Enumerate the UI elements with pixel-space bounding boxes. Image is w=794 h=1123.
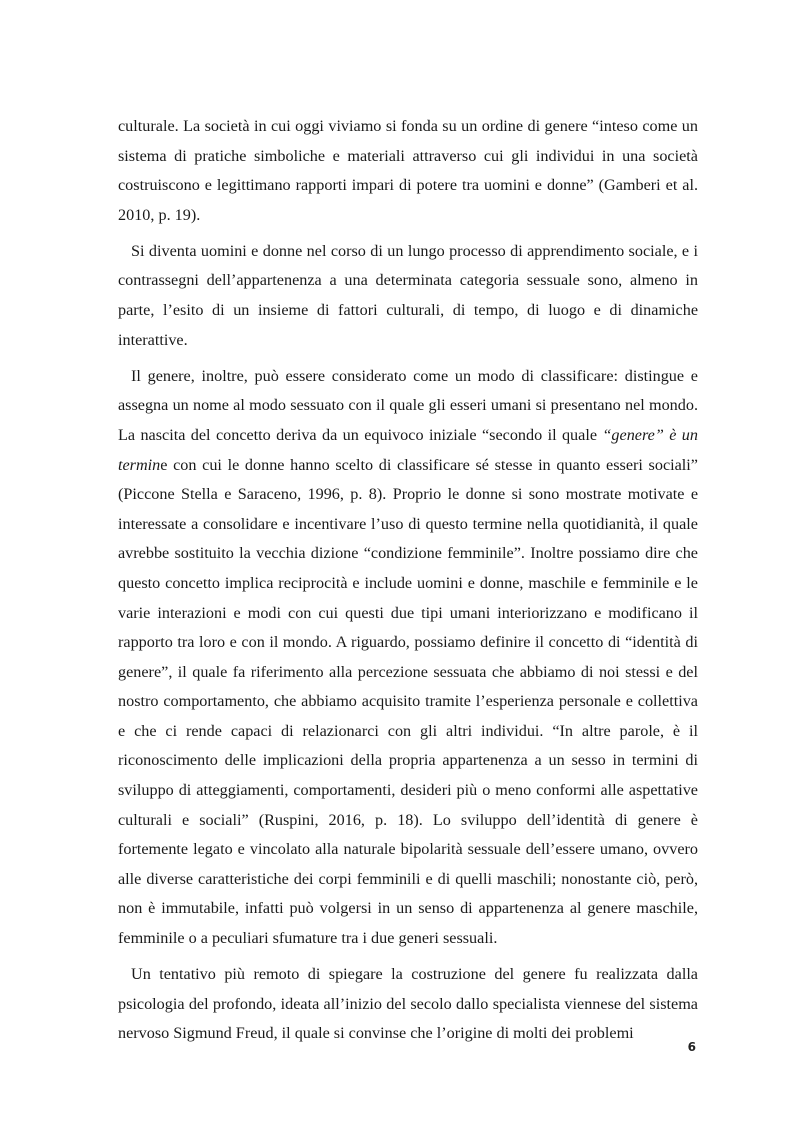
- paragraph-text: Si diventa uomini e donne nel corso di un lungo processo di apprendimento sociale, e i contrassegni dell’appartenenza a una determinata categoria sessuale sono, almeno in parte, l’esito di un insieme di fattori culturali, di tempo, di luogo e di dinamiche interattive.: [118, 241, 698, 349]
- paragraph-text: culturale. La società in cui oggi viviamo si fonda su un ordine di genere “inteso come un sistema di pratiche simboliche e materiali attraverso cui gli individui in una società costruiscono e legittimano rapporti impari di potere tra uomini e donne” (Gamberi et al. 2010, p. 19).: [118, 117, 698, 224]
- paragraph-text: e con cui le donne hanno scelto di classificare sé stesse in quanto esseri sociali” (Piccone Stella e Saraceno, 1996, p. 8). Proprio le donne si sono mostrate motivate e interessate a consolidare e incentivare l’uso di questo termine nella quotidianità, il quale avrebbe sostituito la vecchia dizione “condizione femminile”. Inoltre possiamo dire che questo concetto implica reciprocità e include uomini e donne, maschile e femminile e le varie interazioni e modi con cui questi due tipi umani interiorizzano e modificano il rapporto tra loro e con il mondo. A riguardo, possiamo definire il concetto di “identità di genere”, il quale fa riferimento alla percezione sessuata che abbiamo di noi stessi e del nostro comportamento, che abbiamo acquisito tramite l’esperienza personale e collettiva e che ci rende capaci di relazionarci con gli altri individui. “In altre parole, è il riconoscimento delle implicazioni della propria appartenenza a un sesso in termini di sviluppo di atteggiamenti, comportamenti, desideri più o meno conformi alle aspettative culturali e sociali” (Ruspini, 2016, p. 18). Lo sviluppo dell’identità di genere è fortemente legato e vincolato alla naturale bipolarità sessuale dell’essere umano, ovvero alle diverse caratteristiche dei corpi femminili e di quelli maschili; nonostante ciò, però, non è immutabile, infatti può volgersi in un senso di appartenenza al genere maschile, femminile o a peculiari sfumature tra i due generi sessuali.: [118, 455, 698, 948]
- paragraph: [118, 112, 698, 230]
- body-text: [118, 112, 698, 1055]
- paragraph-text: Il genere, inoltre, può essere considerato come un modo di classificare: distingue e assegna un nome al modo sessuato con il quale gli esseri umani si presentano nel mondo. La nascita del concetto deriva da un equivoco iniziale “secondo il quale: [118, 366, 698, 444]
- italic-term: “genere” è un termin: [118, 425, 698, 474]
- paragraph: [118, 960, 698, 1049]
- paragraph: [118, 362, 698, 954]
- page-number: 6: [687, 1040, 696, 1054]
- paragraph-text: Un tentativo più remoto di spiegare la costruzione del genere fu realizzata dalla psicologia del profondo, ideata all’inizio del secolo dallo specialista viennese del sistema nervoso Sigmund Freud, il quale si convinse che l’origine di molti dei problemi: [118, 965, 698, 1043]
- paragraph: [118, 237, 698, 355]
